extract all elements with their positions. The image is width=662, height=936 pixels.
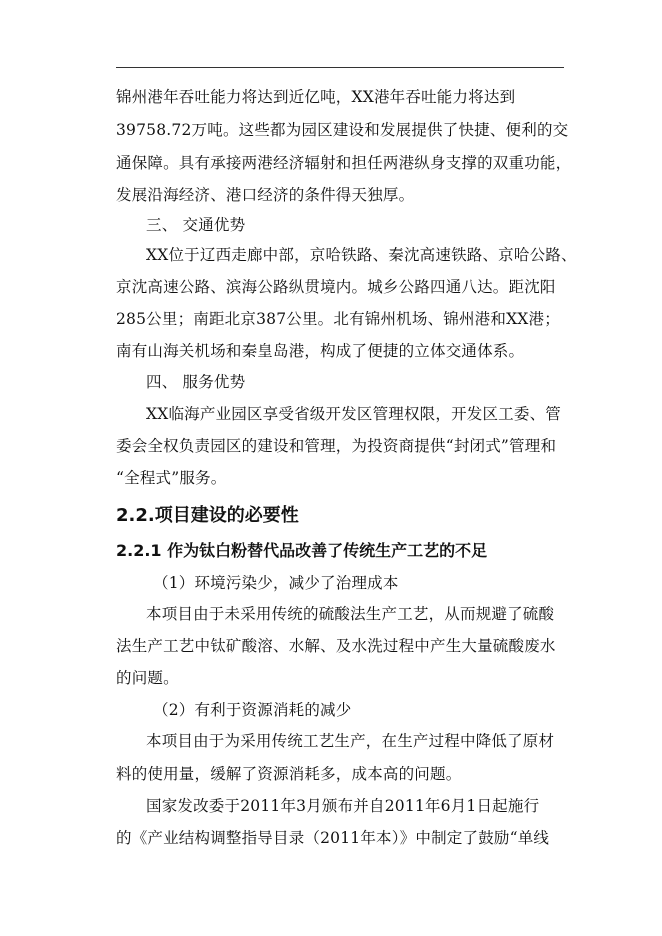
paragraph-port-capacity-line-2: 39758.72万吨。这些都为园区建设和发展提供了快捷、便利的交 [116, 121, 569, 139]
section-title-transport: 三、 交通优势 [146, 216, 246, 234]
paragraph-item2-line-1: 本项目由于为采用传统工艺生产，在生产过程中降低了原材 [146, 732, 555, 750]
heading-project-necessity: 2.2.项目建设的必要性 [116, 505, 299, 526]
paragraph-ndrc-line-1: 国家发改委于2011年3月颁布并自2011年6月1日起施行 [146, 797, 540, 815]
paragraph-item1-line-3: 的问题。 [116, 669, 179, 687]
paragraph-service-line-2: 委会全权负责园区的建设和管理，为投资商提供“封闭式”管理和 [116, 437, 557, 455]
paragraph-ndrc-line-2: 的《产业结构调整指导目录（2011年本）》中制定了鼓励“单线 [116, 829, 550, 847]
paragraph-item1-line-1: 本项目由于未采用传统的硫酸法生产工艺，从而规避了硫酸 [146, 605, 555, 623]
paragraph-service-line-1: XX临海产业园区享受省级开发区管理权限，开发区工委、管 [146, 405, 561, 423]
paragraph-item2-line-2: 料的使用量，缓解了资源消耗多，成本高的问题。 [116, 765, 462, 783]
item-2-title: （2）有利于资源消耗的减少 [153, 701, 352, 719]
paragraph-port-capacity-line-1: 锦州港年吞吐能力将达到近亿吨，XX港年吞吐能力将达到 [116, 88, 516, 106]
paragraph-port-capacity-line-3: 通保障。具有承接两港经济辐射和担任两港纵身支撑的双重功能， [116, 154, 572, 172]
item-1-title: （1）环境污染少，减少了治理成本 [153, 574, 399, 592]
header-rule [116, 67, 564, 68]
section-title-service: 四、 服务优势 [146, 373, 246, 391]
paragraph-transport-line-4: 南有山海关机场和秦皇岛港，构成了便捷的立体交通体系。 [116, 342, 525, 360]
paragraph-transport-line-3: 285公里；南距北京387公里。北有锦州机场、锦州港和XX港； [116, 310, 560, 328]
paragraph-transport-line-2: 京沈高速公路、滨海公路纵贯境内。城乡公路四通八达。距沈阳 [116, 278, 556, 296]
paragraph-item1-line-2: 法生产工艺中钛矿酸溶、水解、及水洗过程中产生大量硫酸废水 [116, 637, 556, 655]
heading-titanium-substitute: 2.2.1 作为钛白粉替代品改善了传统生产工艺的不足 [116, 541, 488, 560]
paragraph-port-capacity-line-4: 发展沿海经济、港口经济的条件得天独厚。 [116, 186, 415, 204]
paragraph-service-line-3: “全程式”服务。 [116, 469, 227, 487]
paragraph-transport-line-1: XX位于辽西走廊中部，京哈铁路、秦沈高速铁路、京哈公路、 [146, 246, 577, 264]
